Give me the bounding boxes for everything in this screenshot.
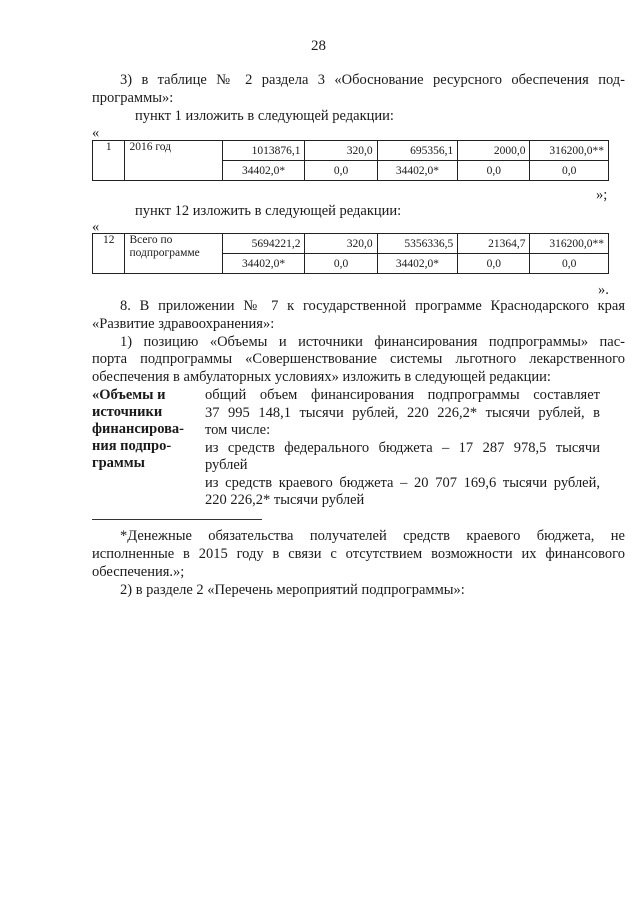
passport-label <box>92 387 184 472</box>
footnote-line3: обеспечения.»; <box>92 564 185 580</box>
section8-line1: 8. В приложении № 7 к государственной программе Краснодарского края <box>120 298 625 314</box>
cell-total: 34402,0* <box>222 254 305 274</box>
cell-regional: 34402,0* <box>377 254 458 274</box>
section8-p1-line1: 1) позицию «Объемы и источники финансирования подпрограммы» пас- <box>120 334 625 350</box>
passport-text-line: 220 226,2* тысячи рублей <box>205 492 365 508</box>
row-number: 12 <box>93 234 125 274</box>
resource-table-2 <box>92 233 609 274</box>
close-quote-1: »; <box>596 187 608 203</box>
passport-label-line: ния подпро- <box>92 438 172 454</box>
open-quote-1: « <box>92 125 100 141</box>
passport-text-line: общий объем финансирования подпрограммы составляет <box>205 387 600 403</box>
cell-extra: 316200,0** <box>530 234 609 254</box>
section8-p1-line3: обеспечения в амбулаторных условиях» изложить в следующей редакции: <box>92 369 551 385</box>
cell-federal: 320,0 <box>305 234 377 254</box>
page-number: 28 <box>311 38 326 54</box>
section8-line2: «Развитие здравоохранения»: <box>92 316 275 332</box>
passport-label-line: граммы <box>92 455 145 471</box>
cell-federal: 0,0 <box>305 254 377 274</box>
cell-regional: 34402,0* <box>377 161 458 181</box>
close-quote-2: ». <box>598 282 609 298</box>
passport-text-line: из средств краевого бюджета – 20 707 169,6 тысячи рублей, <box>205 474 600 491</box>
passport-label-line: источники <box>92 404 163 420</box>
cell-total: 34402,0* <box>222 161 305 181</box>
cell-total: 5694221,2 <box>222 234 305 254</box>
row-label: 2016 год <box>125 141 222 181</box>
passport-text-line: том числе: <box>205 422 271 438</box>
cell-regional: 695356,1 <box>377 141 458 161</box>
cell-extra: 0,0 <box>530 161 609 181</box>
footnote-line2: исполненные в 2015 году в связи с отсутствием возможности их финансового <box>92 546 625 562</box>
row-label-line1: Всего по <box>129 234 173 246</box>
footnote-line1: *Денежные обязательства получателей средств краевого бюджета, не <box>120 528 625 544</box>
cell-federal: 0,0 <box>305 161 377 181</box>
row-number: 1 <box>93 141 125 181</box>
section3-line1: 3) в таблице № 2 раздела 3 «Обоснование ресурсного обеспечения под- <box>120 72 625 88</box>
cell-extra: 316200,0** <box>530 141 609 161</box>
passport-text <box>205 387 600 510</box>
cell-extra: 0,0 <box>530 254 609 274</box>
passport-text-line: рублей <box>205 457 248 473</box>
cell-federal: 320,0 <box>305 141 377 161</box>
passport-text-line: 37 995 148,1 тысячи рублей, 220 226,2* тысячи рублей, в <box>205 404 600 421</box>
cell-local: 0,0 <box>458 161 530 181</box>
item1-intro: пункт 1 изложить в следующей редакции: <box>135 108 394 124</box>
section3-line2: программы»: <box>92 90 174 106</box>
open-quote-2: « <box>92 219 100 235</box>
cell-local: 21364,7 <box>458 234 530 254</box>
item12-intro: пункт 12 изложить в следующей редакции: <box>135 203 402 219</box>
cell-regional: 5356336,5 <box>377 234 458 254</box>
section8-p1-line2: порта подпрограммы «Совершенствование системы льготного лекарственного <box>92 351 625 367</box>
cell-local: 0,0 <box>458 254 530 274</box>
passport-label-line: финансирова- <box>92 421 184 437</box>
passport-text-line: из средств федерального бюджета – 17 287 978,5 тысячи <box>205 439 600 456</box>
resource-table-1 <box>92 140 609 181</box>
cell-total: 1013876,1 <box>222 141 305 161</box>
passport-label-line: «Объемы и <box>92 387 166 403</box>
footnote-divider <box>92 519 262 520</box>
row-label <box>125 234 222 274</box>
cell-local: 2000,0 <box>458 141 530 161</box>
row-label-line2: подпрограмме <box>129 247 200 259</box>
section2-line: 2) в разделе 2 «Перечень мероприятий подпрограммы»: <box>120 582 465 598</box>
